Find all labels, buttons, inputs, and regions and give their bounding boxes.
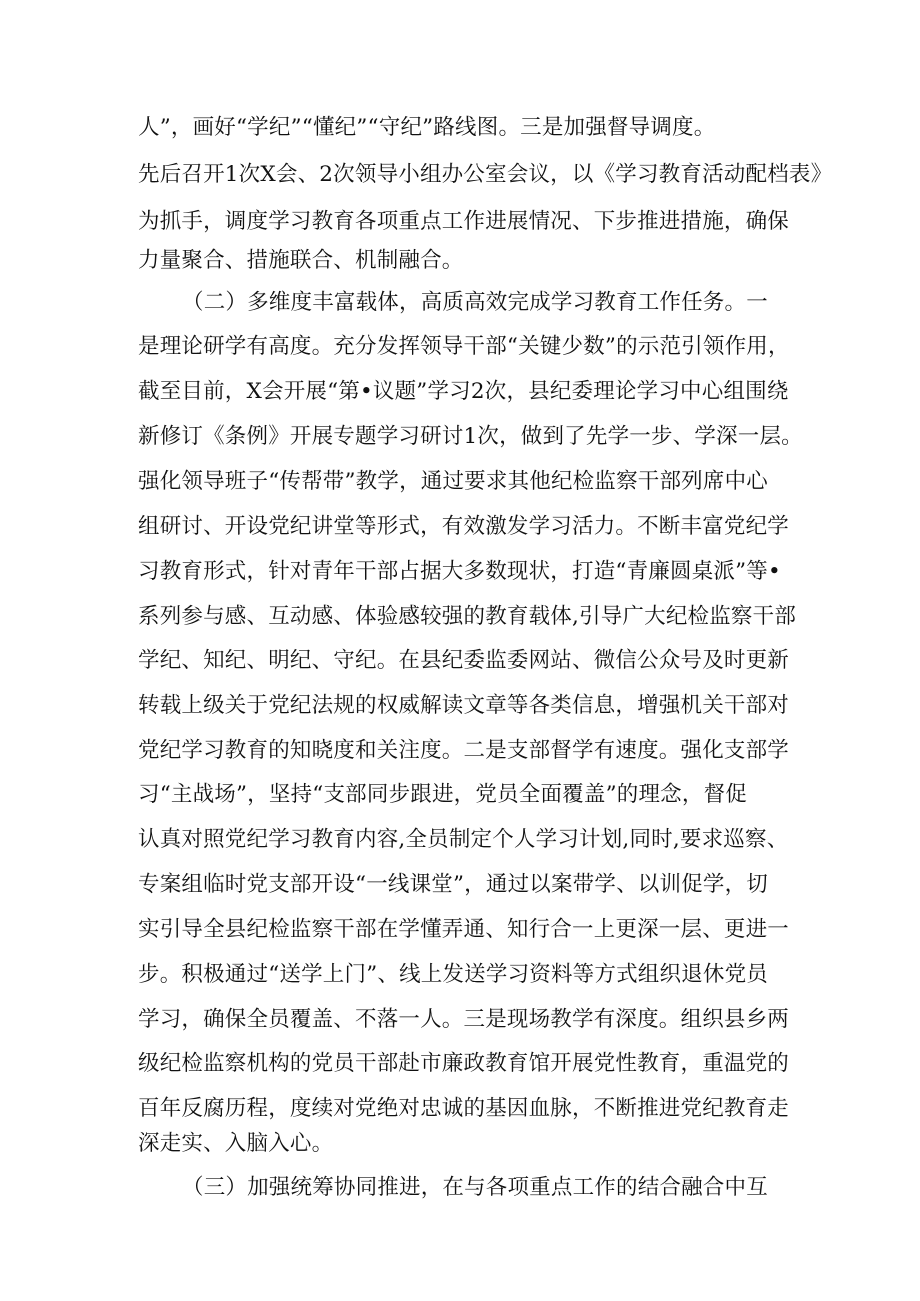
section-heading-2: （二）多维度丰富载体，高质高效完成学习教育工作任务。一 <box>182 290 768 315</box>
paragraph-line: 人”，画好“学纪”“懂纪”“守纪”路线图。三是加强督导调度。 <box>138 115 716 140</box>
paragraph-line: 截至目前，X会开展“第•议题”学习2次，县纪委理论学习中心组围绕 <box>138 379 789 404</box>
paragraph-line: 专案组临时党支部开设“一线课堂”，通过以案带学、以训促学，切 <box>138 872 768 897</box>
paragraph-line: 是理论研学有高度。充分发挥领导干部“关键少数”的示范引领作用， <box>138 334 790 359</box>
section-heading-3: （三）加强统筹协同推进，在与各项重点工作的结合融合中互 <box>182 1175 768 1200</box>
paragraph-line: 百年反腐历程，度续对党绝对忠诚的基因血脉，不断推进党纪教育走 <box>138 1096 790 1121</box>
paragraph-line: 步。积极通过“送学上门”、线上发送学习资料等方式组织退休党员 <box>138 962 768 987</box>
paragraph-line: 新修订《条例》开展专题学习研讨1次，做到了先学一步、学深一层。 <box>138 424 803 449</box>
paragraph-line: 习“主战场”，坚持“支部同步跟进，党员全面覆盖”的理念，督促 <box>138 782 747 807</box>
paragraph-line: 强化领导班子“传帮带”教学，通过要求其他纪检监察干部列席中心 <box>138 469 768 494</box>
paragraph-line: 实引导全县纪检监察干部在学懂弄通、知行合一上更深一层、更进一 <box>138 917 790 942</box>
paragraph-line: 为抓手，调度学习教育各项重点工作进展情况、下步推进措施，确保 <box>138 209 790 234</box>
paragraph-line: 组研讨、开设党纪讲堂等形式，有效激发学习活力。不断丰富党纪学 <box>138 514 790 539</box>
paragraph-line: 学习，确保全员覆盖、不落一人。三是现场教学有深度。组织县乡两 <box>138 1007 790 1032</box>
paragraph-line: 学纪、知纪、明纪、守纪。在县纪委监委网站、微信公众号及时更新 <box>138 648 790 673</box>
paragraph-line: 深走实、入脑入心。 <box>138 1131 334 1156</box>
paragraph-line: 先后召开1次X会、2次领导小组办公室会议，以《学习教育活动配档表》 <box>138 162 833 187</box>
paragraph-line: 力量聚合、措施联合、机制融合。 <box>138 248 464 273</box>
paragraph-line: 系列参与感、互动感、体验感较强的教育载体,引导广大纪检监察干部 <box>138 604 797 629</box>
paragraph-line: 级纪检监察机构的党员干部赴市廉政教育馆开展党性教育，重温党的 <box>138 1051 790 1076</box>
paragraph-line: 转载上级关于党纪法规的权威解读文章等各类信息，增强机关干部对 <box>138 693 790 718</box>
paragraph-line: 习教育形式，针对青年干部占据大多数现状，打造“青廉圆桌派”等• <box>138 559 781 584</box>
paragraph-line: 党纪学习教育的知晓度和关注度。二是支部督学有速度。强化支部学 <box>138 738 790 763</box>
paragraph-line: 认真对照党纪学习教育内容,全员制定个人学习计划,同时,要求巡察、 <box>138 827 789 852</box>
